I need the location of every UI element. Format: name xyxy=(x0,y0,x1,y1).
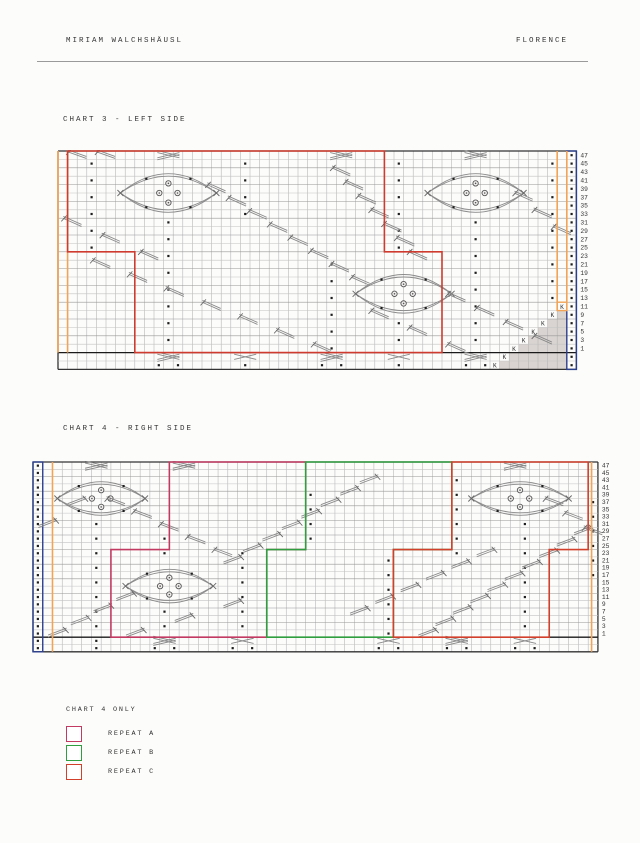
svg-text:9: 9 xyxy=(601,601,606,609)
chart4-grid xyxy=(32,461,627,660)
svg-text:K: K xyxy=(512,345,516,353)
svg-text:7: 7 xyxy=(580,320,585,328)
svg-text:43: 43 xyxy=(580,169,588,177)
svg-text:35: 35 xyxy=(601,506,610,514)
svg-text:29: 29 xyxy=(601,528,610,536)
svg-text:21: 21 xyxy=(580,261,588,269)
svg-text:41: 41 xyxy=(601,484,610,492)
svg-text:3: 3 xyxy=(601,623,606,631)
svg-text:1: 1 xyxy=(580,345,585,353)
chart4-title: CHART 4 - RIGHT SIDE xyxy=(63,425,194,433)
svg-text:19: 19 xyxy=(580,269,588,277)
svg-text:21: 21 xyxy=(601,557,610,565)
svg-text:11: 11 xyxy=(580,303,588,311)
svg-text:23: 23 xyxy=(580,253,588,261)
svg-text:15: 15 xyxy=(601,579,610,587)
svg-text:37: 37 xyxy=(601,498,610,506)
repeat-a-label: REPEAT A xyxy=(108,729,156,738)
svg-text:9: 9 xyxy=(580,311,585,319)
svg-text:47: 47 xyxy=(601,462,610,470)
svg-text:39: 39 xyxy=(580,185,588,193)
svg-text:31: 31 xyxy=(580,219,588,227)
svg-text:29: 29 xyxy=(580,227,588,235)
svg-text:1: 1 xyxy=(601,630,606,638)
svg-text:27: 27 xyxy=(601,535,610,543)
svg-text:17: 17 xyxy=(601,571,610,579)
svg-text:K: K xyxy=(540,320,545,328)
legend-item-repeat-a xyxy=(66,726,155,741)
svg-text:K: K xyxy=(550,312,555,320)
svg-text:41: 41 xyxy=(580,177,588,185)
legend-title: CHART 4 ONLY xyxy=(66,706,137,714)
svg-text:23: 23 xyxy=(601,550,610,558)
svg-text:3: 3 xyxy=(580,337,585,345)
legend-item-repeat-b xyxy=(66,745,155,760)
svg-text:35: 35 xyxy=(580,202,588,210)
repeat-b-label: REPEAT B xyxy=(108,748,156,757)
svg-text:33: 33 xyxy=(580,211,588,219)
svg-text:13: 13 xyxy=(601,586,610,594)
svg-text:43: 43 xyxy=(601,477,610,485)
svg-text:37: 37 xyxy=(580,194,588,202)
repeat-c-swatch xyxy=(66,764,82,780)
repeat-a-swatch xyxy=(66,726,82,742)
svg-text:45: 45 xyxy=(580,160,588,168)
svg-text:K: K xyxy=(502,354,507,362)
chart3-title: CHART 3 - LEFT SIDE xyxy=(63,116,187,124)
svg-text:K: K xyxy=(521,337,526,345)
svg-text:11: 11 xyxy=(601,593,610,601)
svg-text:39: 39 xyxy=(601,491,610,499)
svg-text:33: 33 xyxy=(601,513,610,521)
chart4-svg xyxy=(32,461,627,655)
header-rule xyxy=(37,61,588,62)
svg-text:19: 19 xyxy=(601,564,610,572)
svg-text:17: 17 xyxy=(580,278,588,286)
svg-text:45: 45 xyxy=(601,469,610,477)
svg-text:5: 5 xyxy=(580,328,585,336)
page-collection: FLORENCE xyxy=(515,37,568,45)
page-author: MIRIAM WALCHSHÄUSL xyxy=(66,37,184,45)
chart3-svg xyxy=(57,150,605,372)
chart3-grid xyxy=(57,150,605,377)
svg-text:5: 5 xyxy=(601,615,606,623)
svg-text:27: 27 xyxy=(580,236,588,244)
svg-text:13: 13 xyxy=(580,295,588,303)
svg-text:25: 25 xyxy=(580,244,588,252)
svg-text:7: 7 xyxy=(601,608,606,616)
repeat-c-label: REPEAT C xyxy=(108,767,156,776)
repeat-b-swatch xyxy=(66,745,82,761)
svg-text:25: 25 xyxy=(601,542,610,550)
svg-text:31: 31 xyxy=(601,520,610,528)
svg-text:15: 15 xyxy=(580,286,588,294)
svg-text:K: K xyxy=(560,303,564,311)
svg-text:K: K xyxy=(492,362,497,370)
svg-text:K: K xyxy=(531,328,536,336)
legend-item-repeat-c xyxy=(66,764,155,779)
svg-text:47: 47 xyxy=(580,152,588,160)
legend xyxy=(66,706,155,783)
